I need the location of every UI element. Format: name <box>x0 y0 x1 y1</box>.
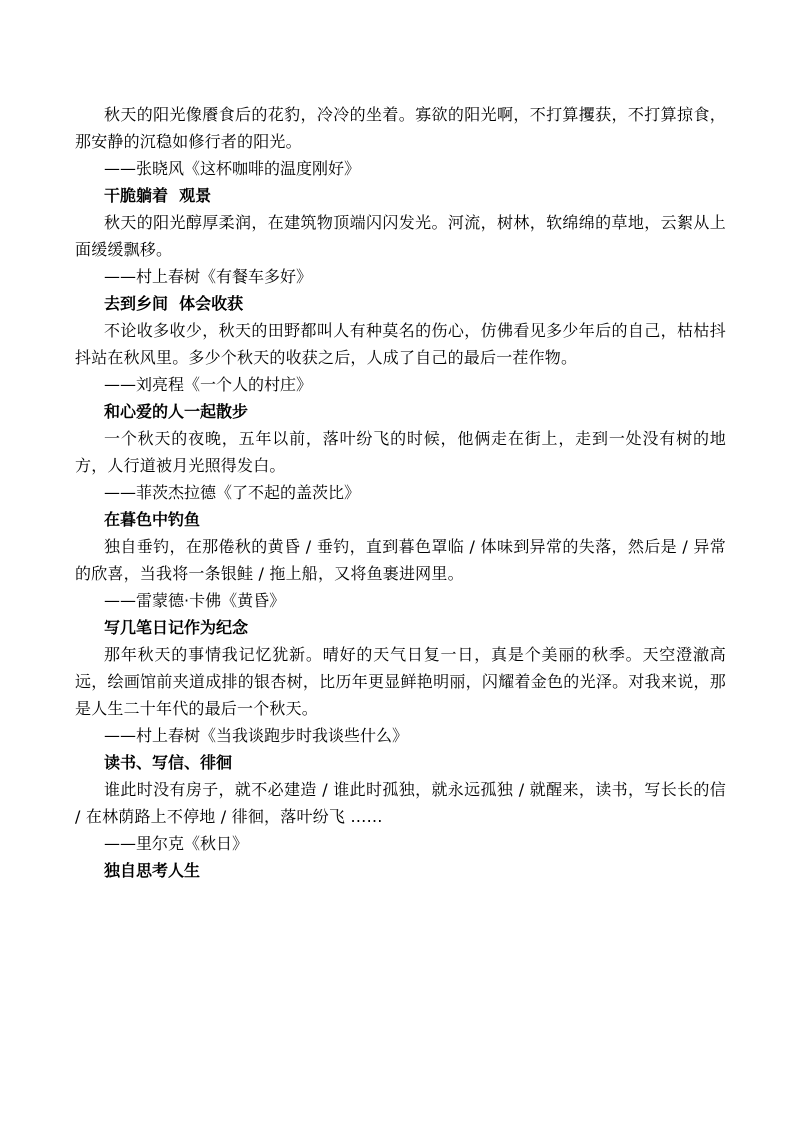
quote-paragraph: 那年秋天的事情我记忆犹新。晴好的天气日复一日，真是个美丽的秋季。天空澄澈高远，绘画馆前夹道成排的银杏树，比历年更显鲜艳明丽，闪耀着金色的光泽。对我来说，那是人生二十年代的最后一个秋天。 <box>75 645 726 718</box>
section-heading: 在暮色中钓鱼 <box>104 510 201 529</box>
quote-source: ——刘亮程《一个人的村庄》 <box>104 375 313 394</box>
section-heading: 读书、写信、徘徊 <box>104 753 233 772</box>
quote-paragraph: 一个秋天的夜晚，五年以前，落叶纷飞的时候，他俩走在街上，走到一处没有树的地方，人行道被月光照得发白。 <box>75 429 726 475</box>
quote-paragraph: 谁此时没有房子，就不必建造 / 谁此时孤独，就永远孤独 / 就醒来，读书，写长长的信 / 在林荫路上不停地 / 徘徊，落叶纷飞 …… <box>75 780 726 826</box>
section-heading: 和心爱的人一起散步 <box>104 402 249 421</box>
section-heading: 写几笔日记作为纪念 <box>104 618 249 637</box>
quote-paragraph: 独自垂钓，在那倦秋的黄昏 / 垂钓，直到暮色罩临 / 体味到异常的失落，然后是 / 异常的欣喜，当我将一条银鲑 / 拖上船，又将鱼裹进网里。 <box>75 537 726 583</box>
quote-source: ——里尔克《秋日》 <box>104 834 249 853</box>
quote-source: ——菲茨杰拉德《了不起的盖茨比》 <box>104 483 361 502</box>
quote-source: ——张晓风《这杯咖啡的温度刚好》 <box>104 159 361 178</box>
quote-paragraph: 秋天的阳光醇厚柔润，在建筑物顶端闪闪发光。河流，树林，软绵绵的草地，云絮从上面缓缓飘移。 <box>75 213 726 259</box>
section-heading: 独自思考人生 <box>104 861 201 880</box>
document-body <box>75 101 726 884</box>
section-heading: 去到乡间 体会收获 <box>104 294 244 313</box>
quote-paragraph: 秋天的阳光像餍食后的花豹，冷冷的坐着。寡欲的阳光啊，不打算攫获，不打算掠食，那安静的沉稳如修行者的阳光。 <box>75 105 726 151</box>
quote-source: ——村上春树《当我谈跑步时我谈些什么》 <box>104 726 409 745</box>
quote-source: ——村上春树《有餐车多好》 <box>104 267 313 286</box>
quote-source: ——雷蒙德·卡佛《黄昏》 <box>104 591 286 610</box>
quote-paragraph: 不论收多收少，秋天的田野都叫人有种莫名的伤心，仿佛看见多少年后的自己，枯枯抖抖站在秋风里。多少个秋天的收获之后，人成了自己的最后一茬作物。 <box>75 321 726 367</box>
section-heading: 干脆躺着 观景 <box>104 186 212 205</box>
